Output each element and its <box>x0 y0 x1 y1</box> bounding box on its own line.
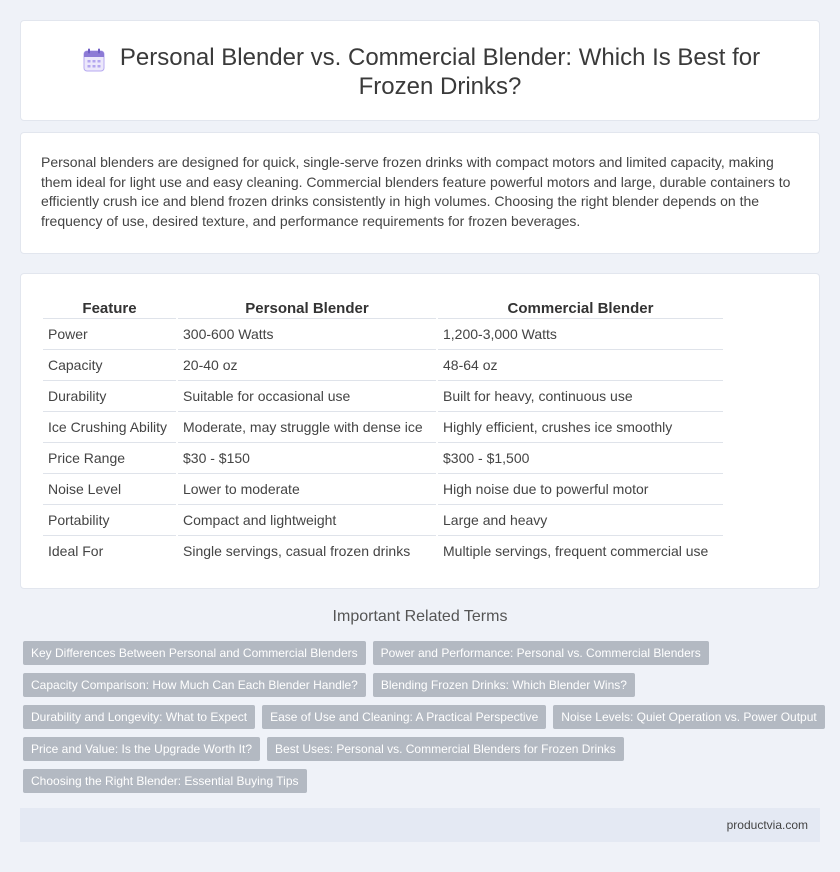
table-cell-feature: Noise Level <box>43 473 176 504</box>
table-header-personal: Personal Blender <box>245 299 369 317</box>
table-row <box>43 504 723 535</box>
table-cell-feature: Capacity <box>43 349 176 380</box>
tag-row <box>23 737 823 761</box>
table-cell-personal: Suitable for occasional use <box>178 380 436 411</box>
table-cell-personal: $30 - $150 <box>178 442 436 473</box>
related-terms-list <box>23 641 823 801</box>
table-cell-commercial: 48-64 oz <box>438 349 723 380</box>
page-title: Personal Blender vs. Commercial Blender: Which Is Best for Frozen Drinks? <box>119 44 761 100</box>
tag-row <box>23 641 823 665</box>
table-cell-commercial: $300 - $1,500 <box>438 442 723 473</box>
comparison-card <box>20 273 820 589</box>
related-terms-title: Important Related Terms <box>332 608 508 625</box>
table-cell-personal: Moderate, may struggle with dense ice <box>178 411 436 442</box>
related-term-tag[interactable]: Blending Frozen Drinks: Which Blender Wins? <box>373 673 635 697</box>
related-term-tag[interactable]: Noise Levels: Quiet Operation vs. Power Output <box>553 705 824 729</box>
table-cell-personal: Compact and lightweight <box>178 504 436 535</box>
table-cell-feature: Power <box>43 318 176 349</box>
table-cell-feature: Durability <box>43 380 176 411</box>
tag-row <box>23 769 823 793</box>
table-header-feature: Feature <box>82 299 137 317</box>
intro-card <box>20 132 820 254</box>
table-cell-personal: 300-600 Watts <box>178 318 436 349</box>
tag-row <box>23 673 823 697</box>
table-cell-commercial: High noise due to powerful motor <box>438 473 723 504</box>
related-term-tag[interactable]: Capacity Comparison: How Much Can Each Blender Handle? <box>23 673 366 697</box>
table-row <box>43 535 723 566</box>
related-term-tag[interactable]: Ease of Use and Cleaning: A Practical Perspective <box>262 705 546 729</box>
table-cell-commercial: Highly efficient, crushes ice smoothly <box>438 411 723 442</box>
comparison-table <box>43 296 723 566</box>
footer-site[interactable]: productvia.com <box>726 818 808 832</box>
related-term-tag[interactable]: Choosing the Right Blender: Essential Buying Tips <box>23 769 307 793</box>
table-cell-feature: Ideal For <box>43 535 176 566</box>
table-cell-personal: Lower to moderate <box>178 473 436 504</box>
related-term-tag[interactable]: Key Differences Between Personal and Commercial Blenders <box>23 641 366 665</box>
table-row <box>43 411 723 442</box>
table-row <box>43 473 723 504</box>
related-term-tag[interactable]: Price and Value: Is the Upgrade Worth It? <box>23 737 260 761</box>
table-cell-commercial: Built for heavy, continuous use <box>438 380 723 411</box>
table-cell-feature: Portability <box>43 504 176 535</box>
table-header-commercial: Commercial Blender <box>507 299 654 317</box>
table-header-row <box>43 296 723 318</box>
related-term-tag[interactable]: Durability and Longevity: What to Expect <box>23 705 255 729</box>
table-cell-commercial: 1,200-3,000 Watts <box>438 318 723 349</box>
intro-paragraph: Personal blenders are designed for quick, single-serve frozen drinks with compact motors and limited capacity, making them ideal for light use and easy cleaning. Commercial blenders feature powerful motors and large, durable containers to efficiently crush ice and blend frozen drinks consistently in high volumes. Choosing the right blender depends on the frequency of use, desired texture, and performance requirements for frozen beverages. <box>41 154 791 229</box>
title-card <box>20 20 820 121</box>
footer <box>20 808 820 842</box>
related-term-tag[interactable]: Power and Performance: Personal vs. Commercial Blenders <box>373 641 709 665</box>
table-row <box>43 442 723 473</box>
table-row <box>43 318 723 349</box>
table-cell-commercial: Multiple servings, frequent commercial use <box>438 535 723 566</box>
related-term-tag[interactable]: Best Uses: Personal vs. Commercial Blenders for Frozen Drinks <box>267 737 624 761</box>
table-row <box>43 349 723 380</box>
tag-row <box>23 705 823 729</box>
table-cell-feature: Ice Crushing Ability <box>43 411 176 442</box>
table-cell-personal: 20-40 oz <box>178 349 436 380</box>
table-cell-commercial: Large and heavy <box>438 504 723 535</box>
table-row <box>43 380 723 411</box>
table-body <box>43 318 723 566</box>
table-cell-feature: Price Range <box>43 442 176 473</box>
table-cell-personal: Single servings, casual frozen drinks <box>178 535 436 566</box>
